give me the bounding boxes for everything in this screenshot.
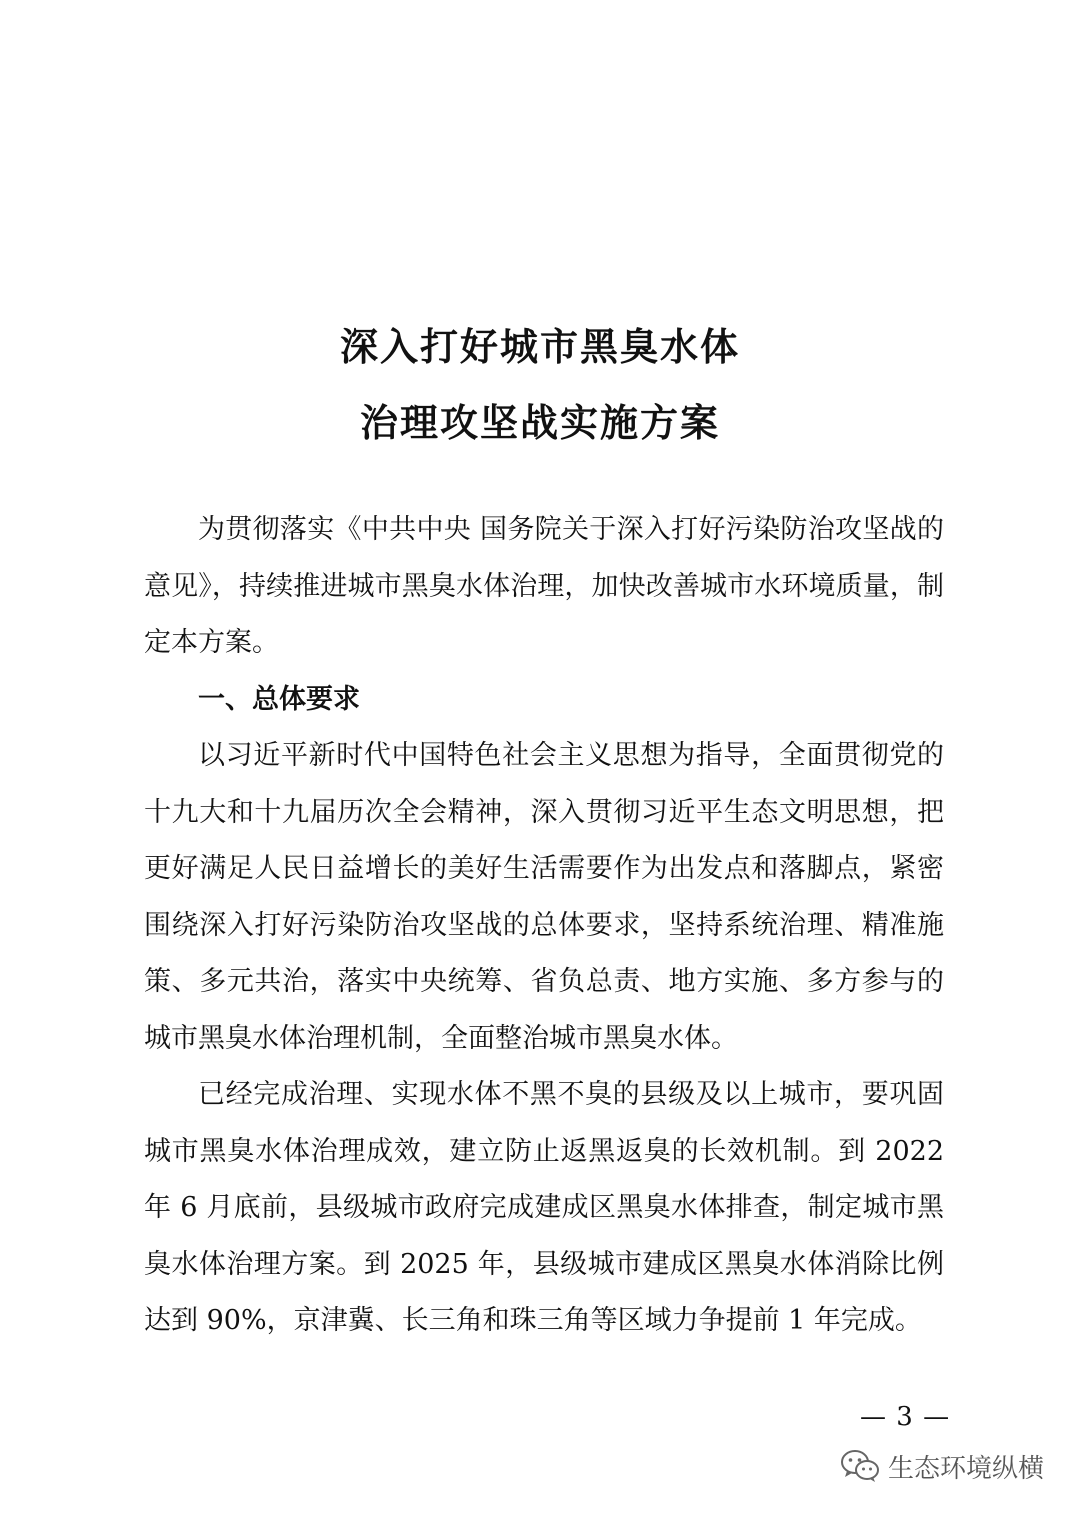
watermark-text: 生态环境纵横 [888, 1453, 1045, 1484]
watermark [840, 1446, 1044, 1486]
page-number: — 3 — [860, 1402, 951, 1432]
body-paragraph: 已经完成治理、实现水体不黑不臭的县级及以上城市，要巩固城市黑臭水体治理成效，建立防止返黑返臭的长效机制。到 2022 年 6 月底前，县级城市政府完成建成区黑臭水体排查，制定城市黑臭水体治理方案。到 2025 年，县级城市建成区黑臭水体消除比例达到 90%，京津冀、长三角和珠三角等区域力争提前 1 年完成。 [144, 1079, 944, 1336]
wechat-icon [840, 1449, 880, 1483]
document-body [144, 502, 944, 1350]
section-heading: 一、总体要求 [198, 683, 360, 715]
document-title-line-2: 治理攻坚战实施方案 [359, 401, 720, 445]
body-paragraph: 以习近平新时代中国特色社会主义思想为指导，全面贯彻党的十九大和十九届历次全会精神，深入贯彻习近平生态文明思想，把更好满足人民日益增长的美好生活需要作为出发点和落脚点，紧密围绕深入打好污染防治攻坚战的总体要求，坚持系统治理、精准施策、多元共治，落实中央统筹、省负总责、地方实施、多方参与的城市黑臭水体治理机制，全面整治城市黑臭水体。 [144, 740, 944, 1054]
intro-paragraph: 为贯彻落实《中共中央 国务院关于深入打好污染防治攻坚战的意见》，持续推进城市黑臭水体治理，加快改善城市水环境质量，制定本方案。 [144, 514, 944, 658]
document-title-line-1: 深入打好城市黑臭水体 [339, 325, 740, 369]
